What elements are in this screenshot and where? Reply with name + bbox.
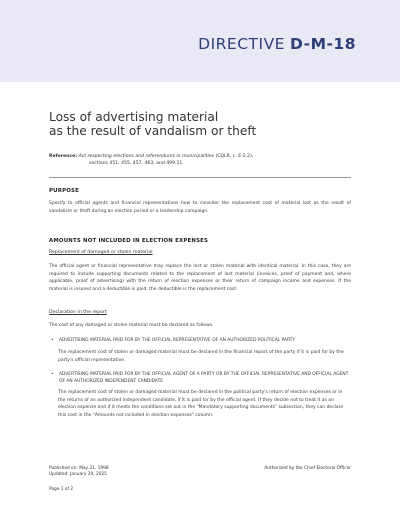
title-line-1: Loss of advertising material	[49, 110, 219, 124]
purpose-text: Specify to official agents and financial representatives how to consider the replacement cost of material lost as the result of vandalism or theft during an election period or a leadership campaign.	[49, 201, 351, 214]
title-line-2: as the result of vandalism or theft	[49, 124, 257, 138]
reference-act-suffix: (CQLR, c. E-2.2),	[214, 154, 254, 159]
directive-word: DIRECTIVE	[198, 35, 285, 53]
authorized-by: Authorized by the Chief Electoral Officer	[264, 466, 351, 471]
document-title	[49, 110, 256, 138]
bullet-party-text: The replacement cost of stolen or damaged material must be declared in the financial report of the party if it is paid for by the party's official representative.	[58, 350, 344, 363]
declaration-text: The cost of any damaged or stolen material must be declared as follows.	[49, 323, 214, 328]
purpose-heading: PURPOSE	[49, 188, 79, 194]
bullet-agent-text: The replacement cost of stolen or damaged material must be declared in the political party's return of election expenses or in the returns of an authorized independent candidate, if it is paid for by the official agent. If they decide not to treat it as an election expense and if it meets the conditions set out in the "Mandatory supporting documents" subsection, they can declare this cost in the "Amounts not included in election expenses" column.	[58, 390, 344, 418]
updated-date: Updated: January 29, 2025	[49, 472, 107, 478]
reference-block	[49, 153, 349, 167]
bullet-dot-icon: •	[51, 338, 54, 343]
bullet-agent	[49, 372, 351, 385]
declaration-subheading: Declaration in the report	[49, 310, 107, 315]
divider-top	[49, 177, 351, 178]
reference-sections: sections 451, 455, 457, 463, and 499.11	[89, 161, 183, 167]
amounts-heading: AMOUNTS NOT INCLUDED IN ELECTION EXPENSES	[49, 238, 209, 244]
directive-label	[198, 35, 356, 53]
replacement-text: The official agent or financial representative may replace the lost or stolen material with identical material. In this case, they are required to include supporting documents related to the replacement of lost material (invoices, proof of payment and, where applicable, proof of advertising) with the return of election expenses or their return of campaign income and expenses. If the material is insured and a deductible is paid, the deductible is the replacement cost.	[49, 264, 351, 292]
bullet-party	[49, 338, 351, 345]
footer-dates	[49, 466, 109, 478]
directive-code: D-M-18	[289, 35, 356, 53]
bullet-agent-head: ADVERTISING MATERIAL PAID FOR BY THE OFFICIAL AGENT OF A PARTY OR BY THE OFFICIAL REPRESENTATIVE AND OFFICIAL AGENT OF AN AUTHORIZED INDEPENDENT CANDIDATE	[59, 372, 349, 384]
bullet-dot-icon: •	[51, 372, 54, 377]
page-number: Page 1 of 2	[49, 487, 74, 492]
bullet-party-head: ADVERTISING MATERIAL PAID FOR BY THE OFFICIAL REPRESENTATIVE OF AN AUTHORIZED POLITICAL PARTY	[59, 338, 296, 343]
replacement-subheading: Replacement of damaged or stolen material	[49, 250, 153, 255]
reference-act: Act respecting elections and referendums in municipalities	[78, 154, 215, 159]
reference-lead: Reference:	[49, 154, 78, 159]
published-date: Published on: May 21, 1998	[49, 466, 109, 471]
